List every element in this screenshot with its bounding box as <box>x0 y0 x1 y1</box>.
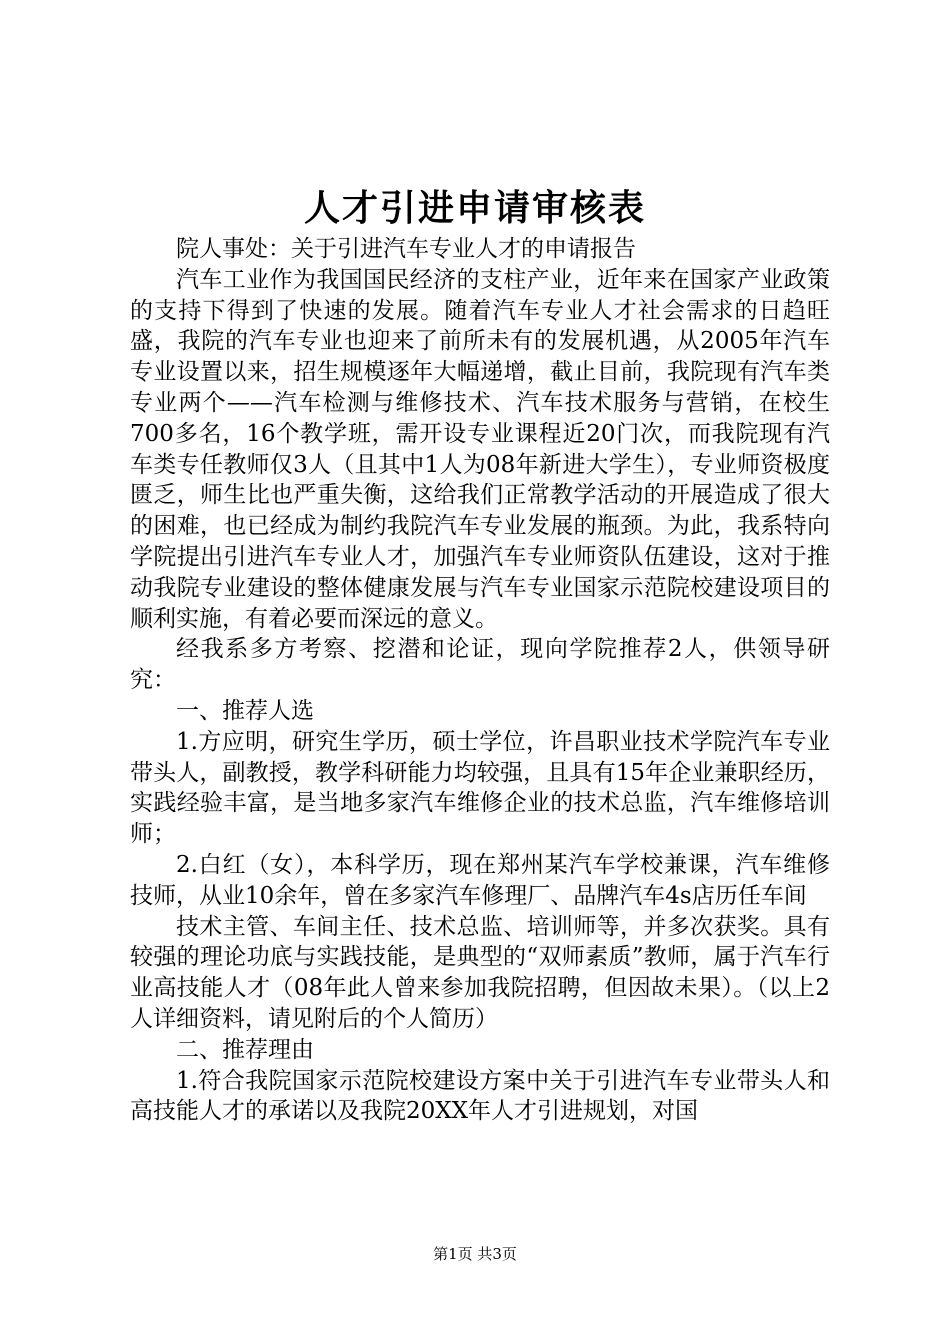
paragraph-candidate-1: 1.方应明，研究生学历，硕士学位，许昌职业技术学院汽车专业带头人，副教授，教学科研能力均较强，且具有15年企业兼职经历，实践经验丰富，是当地多家汽车维修企业的技术总监，汽车维修培训师； <box>130 728 830 848</box>
paragraph-reason-1: 1.符合我院国家示范院校建设方案中关于引进汽车专业带头人和高技能人才的承诺以及我院20XX年人才引进规划，对国 <box>130 1067 830 1125</box>
section-heading-reasons: 二、推荐理由 <box>176 1036 314 1063</box>
page-number: 第1页 共3页 <box>433 1245 517 1263</box>
paragraph-recommendation-intro: 经我系多方考察、挖潜和论证，现向学院推荐2人，供领导研究： <box>130 636 830 694</box>
paragraph-addressee: 院人事处：关于引进汽车专业人才的申请报告 <box>176 236 636 262</box>
paragraph-candidate-2: 2.白红（女），本科学历，现在郑州某汽车学校兼课，汽车维修技师，从业10余年，曾在多家汽车修理厂、品牌汽车4s店历任车间 <box>130 851 830 909</box>
paragraph-candidate-2-continued: 技术主管、车间主任、技术总监、培训师等，并多次获奖。具有较强的理论功底与实践技能，是典型的“双师素质”教师，属于汽车行业高技能人才（08年此人曾来参加我院招聘，但因故未果）。（以上2人详细资料，请见附后的个人简历） <box>130 913 830 1032</box>
paragraph-background: 汽车工业作为我国国民经济的支柱产业，近年来在国家产业政策的支持下得到了快速的发展。随着汽车专业人才社会需求的日趋旺盛，我院的汽车专业也迎来了前所未有的发展机遇，从2005年汽车专业设置以来，招生规模逐年大幅递增，截止目前，我院现有汽车类专业两个——汽车检测与维修技术、汽车技术服务与营销，在校生700多名，16个教学班，需开设专业课程近20门次，而我院现有汽车类专任教师仅3人（且其中1人为08年新进大学生），专业师资极度匮乏，师生比也严重失衡，这给我们正常教学活动的开展造成了很大的困难，也已经成为制约我院汽车专业发展的瓶颈。为此，我系特向学院提出引进汽车专业人才，加强汽车专业师资队伍建设，这对于推动我院专业建设的整体健康发展与汽车专业国家示范院校建设项目的顺利实施，有着必要而深远的意义。 <box>130 266 830 632</box>
document-body <box>130 234 830 1127</box>
document-title: 人才引进申请审核表 <box>303 187 646 229</box>
section-heading-candidates: 一、推荐人选 <box>176 697 314 724</box>
